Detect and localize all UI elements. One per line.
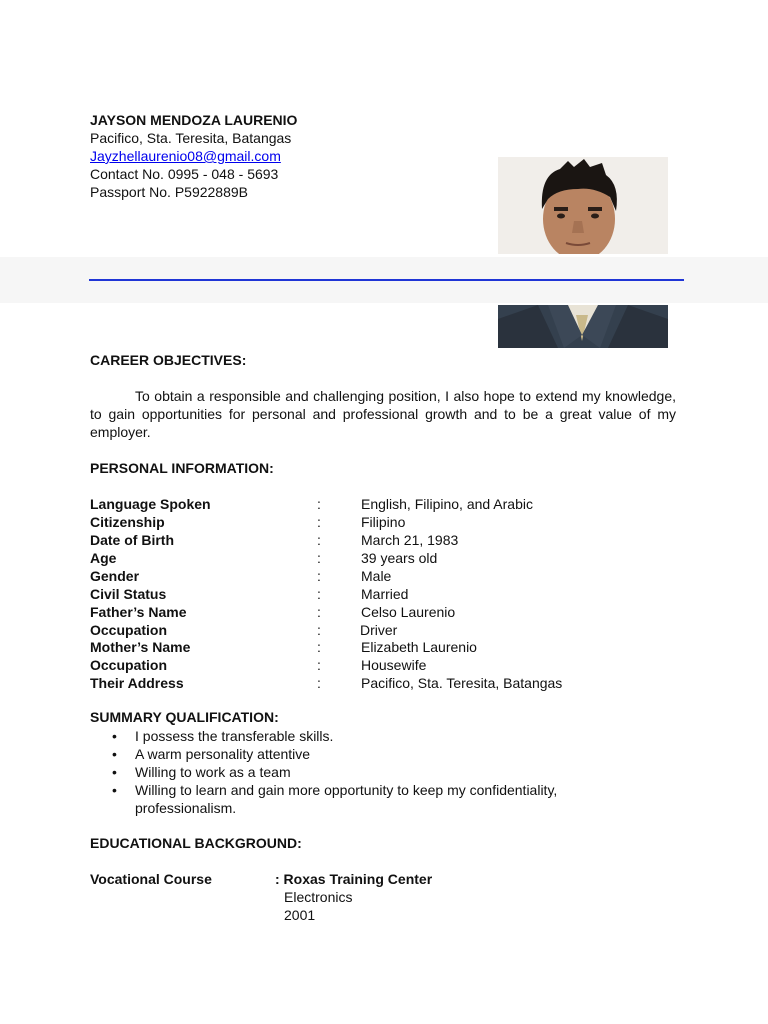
row-value: Married <box>361 586 409 602</box>
contact-number: Contact No. 0995 - 048 - 5693 <box>90 166 279 182</box>
bullet-icon: • <box>112 764 117 780</box>
applicant-address: Pacifico, Sta. Teresita, Batangas <box>90 130 292 146</box>
row-label: Occupation <box>90 657 168 673</box>
list-item-text: Willing to learn and gain more opportunity to keep my confidentiality, professionalism. <box>135 782 558 816</box>
row-separator: : <box>317 657 321 673</box>
row-value: Filipino <box>361 514 406 530</box>
row-separator: : <box>317 622 321 638</box>
row-value: March 21, 1983 <box>361 532 459 548</box>
row-value: Pacifico, Sta. Teresita, Batangas <box>361 675 563 691</box>
row-separator: : <box>317 639 321 655</box>
row-label: Father’s Name <box>90 604 187 620</box>
personal-information-heading: PERSONAL INFORMATION: <box>90 460 274 476</box>
row-label: Mother’s Name <box>90 639 191 655</box>
row-value: Elizabeth Laurenio <box>361 639 477 655</box>
list-item-text: Willing to work as a team <box>135 764 291 780</box>
row-label: Gender <box>90 568 140 584</box>
row-separator: : <box>317 568 321 584</box>
row-value: Driver <box>360 622 398 638</box>
list-item <box>90 727 650 745</box>
row-value: Celso Laurenio <box>361 604 456 620</box>
educational-background-heading: EDUCATIONAL BACKGROUND: <box>90 835 302 851</box>
bullet-icon: • <box>112 782 117 798</box>
row-separator: : <box>317 496 321 512</box>
row-separator: : <box>317 550 321 566</box>
summary-qualification-list <box>90 727 650 817</box>
row-label: Their Address <box>90 675 184 691</box>
row-value: 39 years old <box>361 550 438 566</box>
vocational-school: : Roxas Training Center <box>275 871 433 887</box>
row-value: English, Filipino, and Arabic <box>361 496 533 512</box>
vocational-course-year: 2001 <box>284 907 316 923</box>
row-label: Civil Status <box>90 586 167 602</box>
passport-number: Passport No. P5922889B <box>90 184 248 200</box>
profile-photo-suit-image <box>498 305 668 348</box>
row-label: Age <box>90 550 117 566</box>
bullet-icon: • <box>112 746 117 762</box>
profile-photo-head-image <box>498 157 668 254</box>
list-item-text: A warm personality attentive <box>135 746 311 762</box>
row-label: Date of Birth <box>90 532 174 548</box>
row-separator: : <box>317 532 321 548</box>
row-label: Occupation <box>90 622 168 638</box>
career-objectives-heading: CAREER OBJECTIVES: <box>90 352 247 368</box>
list-item-text: I possess the transferable skills. <box>135 728 334 744</box>
vocational-course-label: Vocational Course <box>90 871 212 887</box>
row-separator: : <box>317 514 321 530</box>
row-label: Language Spoken <box>90 496 211 512</box>
list-item <box>90 745 650 763</box>
row-separator: : <box>317 675 321 691</box>
list-item <box>90 763 650 781</box>
email-link[interactable]: Jayzhellaurenio08@gmail.com <box>90 148 281 164</box>
profile-photo-suit <box>498 305 668 348</box>
profile-photo <box>498 157 668 254</box>
header-divider <box>89 279 684 281</box>
career-objectives-text: To obtain a responsible and challenging position, I also hope to extend my knowledge, to gain opportunities for personal and professional growth and to be a great value of my employer. <box>90 388 676 440</box>
row-separator: : <box>317 586 321 602</box>
applicant-name: JAYSON MENDOZA LAURENIO <box>90 112 298 128</box>
row-separator: : <box>317 604 321 620</box>
row-value: Housewife <box>361 657 427 673</box>
vocational-course-name: Electronics <box>284 889 353 905</box>
row-label: Citizenship <box>90 514 165 530</box>
bullet-icon: • <box>112 728 117 744</box>
row-value: Male <box>361 568 392 584</box>
summary-qualification-heading: SUMMARY QUALIFICATION: <box>90 709 279 725</box>
list-item <box>90 781 650 817</box>
